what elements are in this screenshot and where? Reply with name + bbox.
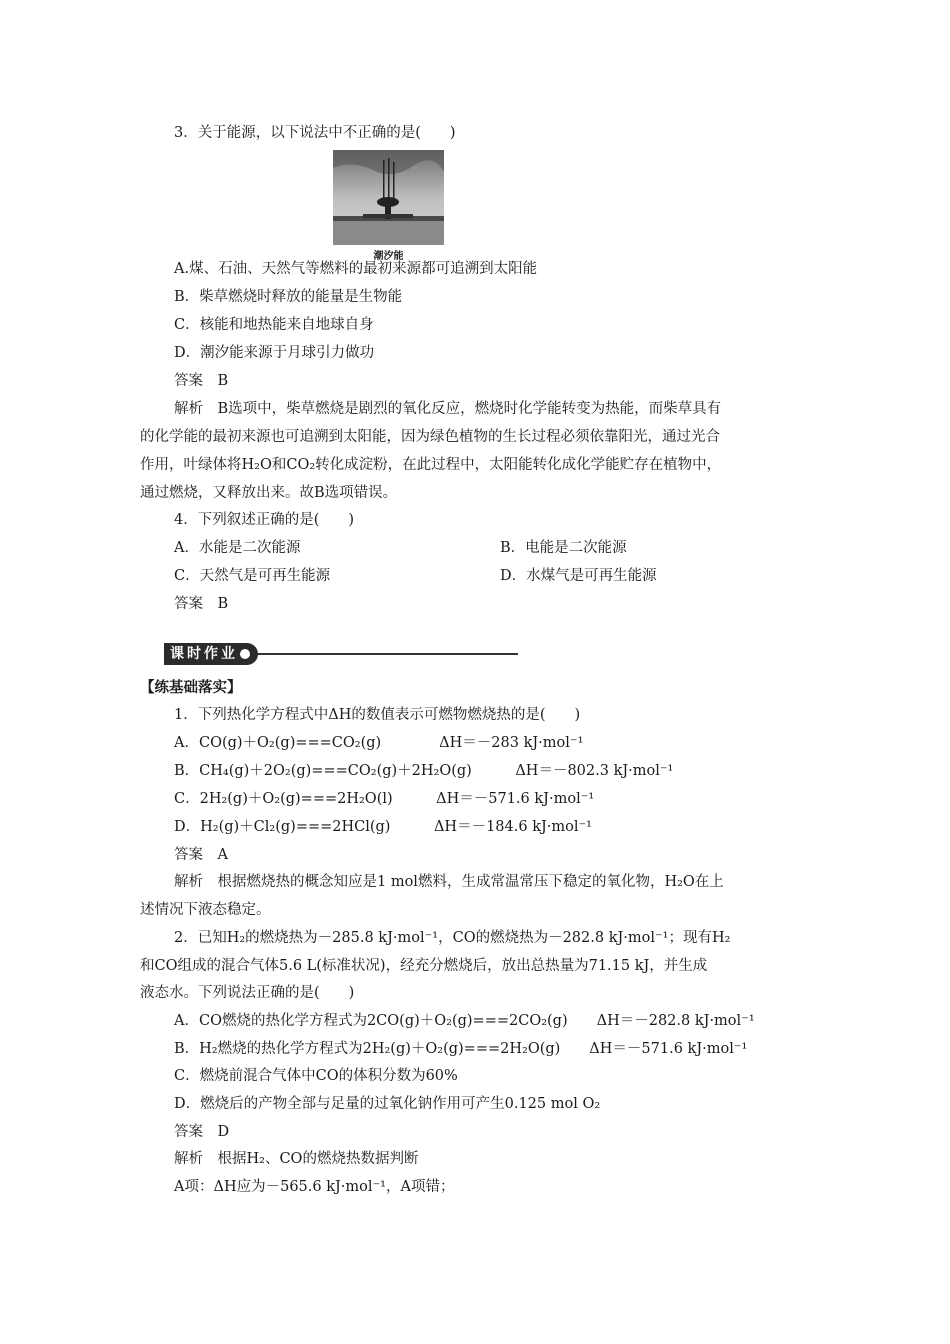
p1-option-d: D．H₂(g)＋Cl₂(g)===2HCl(g) ΔH＝－184.6 kJ·mol⁻¹: [174, 819, 592, 835]
q4-option-a: A．水能是二次能源: [174, 540, 301, 556]
p2-answer: 答案 D: [174, 1124, 230, 1140]
q3-analysis-line-2: 的化学能的最初来源也可追溯到太阳能，因为绿色植物的生长过程必须依靠阳光，通过光合: [140, 429, 720, 445]
p2-stem-line-1: 2．已知H₂的燃烧热为－285.8 kJ·mol⁻¹，CO的燃烧热为－282.8 kJ·mol⁻¹；现有H₂: [174, 930, 731, 946]
p2-analysis-line-1: 解析 根据H₂、CO的燃烧热数据判断: [174, 1151, 419, 1167]
p1-option-a: A．CO(g)＋O₂(g)===CO₂(g) ΔH＝－283 kJ·mol⁻¹: [174, 735, 584, 751]
q3-analysis-line-3: 作用，叶绿体将H₂O和CO₂转化成淀粉，在此过程中，太阳能转化成化学能贮存在植物中，: [140, 457, 722, 473]
photo-caption: 潮汐能: [373, 251, 404, 262]
banner-rule: [258, 653, 518, 655]
section-banner: [164, 641, 518, 667]
q4-option-c: C．天然气是可再生能源: [174, 568, 331, 584]
q3-option-a: A.煤、石油、天然气等燃料的最初来源都可追溯到太阳能: [174, 261, 538, 277]
p1-stem: 1．下列热化学方程式中ΔH的数值表示可燃物燃烧热的是( ): [174, 707, 581, 723]
q4-option-d: D．水煤气是可再生能源: [500, 568, 657, 584]
q3-answer: 答案 B: [174, 373, 229, 389]
p2-option-d: D．燃烧后的产物全部与足量的过氧化钠作用可产生0.125 mol O₂: [174, 1096, 601, 1112]
p2-stem-line-3: 液态水。下列说法正确的是( ): [140, 985, 355, 1001]
p1-analysis-line-1: 解析 根据燃烧热的概念知应是1 mol燃料，生成常温常压下稳定的氧化物，H₂O在上: [174, 874, 724, 890]
p1-option-b: B．CH₄(g)＋2O₂(g)===CO₂(g)＋2H₂O(g) ΔH＝－802.3 kJ·mol⁻¹: [174, 763, 674, 779]
q3-analysis-line-1: 解析 B选项中，柴草燃烧是剧烈的氧化反应，燃烧时化学能转变为热能，而柴草具有: [174, 401, 722, 417]
p2-option-a: A．CO燃烧的热化学方程式为2CO(g)＋O₂(g)===2CO₂(g) ΔH＝－282.8 kJ·mol⁻¹: [174, 1013, 755, 1029]
q3-analysis-line-4: 通过燃烧，又释放出来。故B选项错误。: [140, 485, 398, 501]
p2-analysis-line-2: A项：ΔH应为－565.6 kJ·mol⁻¹，A项错；: [174, 1179, 455, 1195]
p1-answer: 答案 A: [174, 847, 228, 863]
q4-answer: 答案 B: [174, 596, 229, 612]
p2-option-b: B．H₂燃烧的热化学方程式为2H₂(g)＋O₂(g)===2H₂O(g) ΔH＝－571.6 kJ·mol⁻¹: [174, 1041, 748, 1057]
q3-option-d: D．潮汐能来源于月球引力做功: [174, 345, 375, 361]
banner-label: [164, 643, 258, 665]
p2-option-c: C．燃烧前混合气体中CO的体积分数为60%: [174, 1068, 458, 1084]
q4-stem: 4．下列叙述正确的是( ): [174, 512, 355, 528]
p2-stem-line-2: 和CO组成的混合气体5.6 L(标准状况)，经充分燃烧后，放出总热量为71.15 kJ，并生成: [140, 958, 708, 974]
q3-stem: 3．关于能源，以下说法中不正确的是( ): [174, 125, 456, 141]
q3-option-c: C．核能和地热能来自地球自身: [174, 317, 374, 333]
bullet-dot-icon: [240, 649, 250, 659]
tidal-energy-photo: [333, 150, 444, 245]
q4-option-b: B．电能是二次能源: [500, 540, 627, 556]
section-heading: 【练基础落实】: [140, 679, 242, 696]
banner-text: 课时作业: [170, 646, 238, 662]
p1-option-c: C．2H₂(g)＋O₂(g)===2H₂O(l) ΔH＝－571.6 kJ·mol⁻¹: [174, 791, 595, 807]
p1-analysis-line-2: 述情况下液态稳定。: [140, 902, 271, 918]
q3-option-b: B．柴草燃烧时释放的能量是生物能: [174, 289, 403, 305]
